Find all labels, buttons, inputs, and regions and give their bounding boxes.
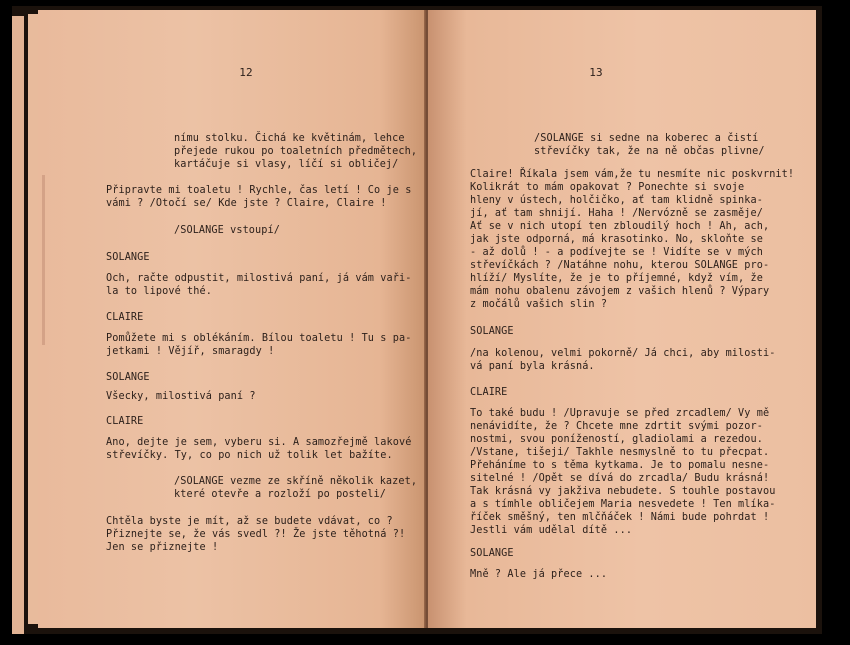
page-number-right: 13: [589, 66, 603, 79]
speaker-name: CLAIRE: [106, 416, 144, 427]
page-edge: [12, 16, 24, 634]
page-number-left: 12: [239, 66, 253, 79]
right-page: [428, 10, 816, 628]
margin-mark: [42, 175, 45, 345]
dialogue-paragraph: /na kolenou, velmi pokorně/ Já chci, aby milosti- vá paní byla krásná.: [470, 348, 776, 372]
speaker-name: SOLANGE: [106, 252, 150, 263]
speaker-name: CLAIRE: [470, 387, 508, 398]
dialogue-paragraph: Claire! Říkala jsem vám,že tu nesmíte nic poskvrnit! Kolikrát to mám opakovat ? Ponechte si svoje hleny v ústech, holčičko, ať tam klidně spinka- jí, ať tam shnijí. Haha ! /Nervózně se zasměje/ Ať se v nich utopí ten zbloudilý hoch ! Ah, ach, jak jste odporná, má krasotinko. No, skloňte se - až dolů ! - a podívejte se ! Vidíte se v mých střevíčkách ? /Natáhne nohu, kterou SOLANGE pro- hlíží/ Myslíte, že je to příjemné, když vím, že mám nohu obalenu závojem z vašich hlenů ? Výpary z močálů vašich slin ?: [470, 169, 795, 310]
dialogue-paragraph: To také budu ! /Upravuje se před zrcadlem/ Vy mě nenávidíte, že ? Chcete mne zdrtit svými pozor- nostmi, svou ponížeností, gladiolami a rezedou. /Vstane, tišeji/ Takhle nesmyslně to tu přecpat. Přeháníme to s těma kytkama. Je to pomalu nesne- sitelné ! /Opět se dívá do zrcadla/ Budu krásná! Tak krásná vy jakživa nebudete. S touhle postavou a s tímhle obličejem Maria nesvedete ! Ten mlíka- říček směšný, ten mlčňáček ! Námi bude pohrdat ! Jestli vám udělal dítě ...: [470, 408, 776, 536]
stage-direction: /SOLANGE si sedne na koberec a čistí střevíčky tak, že na ně občas plivne/: [534, 133, 765, 157]
speaker-name: SOLANGE: [106, 372, 150, 383]
dialogue-paragraph: Chtěla byste je mít, až se budete vdávat, co ? Přiznejte se, že vás svedl ?! Že jste těhotná ?! Jen se přiznejte !: [106, 516, 406, 553]
stage-direction: /SOLANGE vezme ze skříně několik kazet, které otevře a rozloží po posteli/: [174, 476, 418, 500]
speaker-name: SOLANGE: [470, 326, 514, 337]
open-booklet: [12, 6, 822, 634]
dialogue-paragraph: Pomůžete mi s oblékáním. Bílou toaletu ! Tu s pa- jetkami ! Vějíř, smaragdy !: [106, 333, 412, 357]
dialogue-paragraph: Všecky, milostivá paní ?: [106, 391, 256, 402]
stage-direction: nímu stolku. Čichá ke květinám, lehce přejede rukou po toaletních předmětech, kartáčuje si vlasy, líčí si obličej/: [174, 133, 418, 170]
dialogue-paragraph: Připravte mi toaletu ! Rychle, čas letí ! Co je s vámi ? /Otočí se/ Kde jste ? Claire, Claire !: [106, 185, 412, 209]
stage-direction: /SOLANGE vstoupí/: [174, 225, 280, 236]
dialogue-paragraph: Ano, dejte je sem, vyberu si. A samozřejmě lakové střevíčky. Ty, co po nich už tolik let bažíte.: [106, 437, 412, 461]
dialogue-paragraph: Och, račte odpustit, milostivá paní, já vám vaři- la to lipové thé.: [106, 273, 412, 297]
dialogue-paragraph: Mně ? Ale já přece ...: [470, 569, 608, 580]
speaker-name: CLAIRE: [106, 312, 144, 323]
left-page: [38, 10, 426, 628]
speaker-name: SOLANGE: [470, 548, 514, 559]
